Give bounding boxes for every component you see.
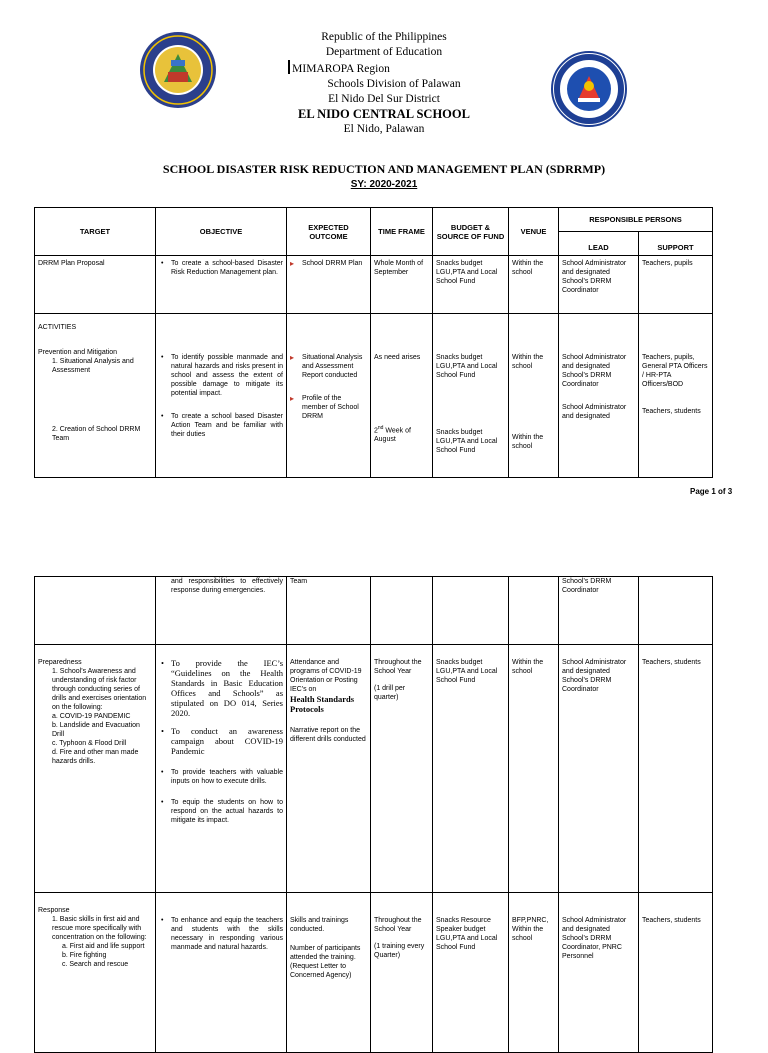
support-text: Teachers, pupils, General PTA Officers / HR-PTA Officers/BOD (642, 354, 708, 388)
time-text: Throughout the School Year (374, 917, 422, 933)
target-item-2: 2. Creation of School DRRM Team (52, 426, 141, 442)
outcome-text: Team (290, 578, 308, 585)
cell-lead (559, 314, 639, 478)
budget-text-2: Snacks budget LGU,PTA and Local School Fund (436, 429, 498, 454)
objective-text-1: • To provide the IEC’s “Guidelines on the Health Standards in Basic Education Offices and Schools” as stipulated on DO 014, Series 2020. (159, 658, 283, 718)
objective-text: • To enhance and equip the teachers and students with the skills necessary in responding various manmade and natural hazards. (159, 916, 283, 952)
table-row (35, 577, 713, 645)
table-row (35, 893, 713, 1053)
section-label: Response (38, 907, 70, 914)
cell-lead (559, 645, 639, 893)
region-line (0, 60, 768, 77)
cell-venue (509, 314, 559, 478)
outcome-text-1b: Health Standards Protocols (290, 694, 354, 714)
activities-label: ACTIVITIES (38, 324, 77, 331)
support-text: Teachers, students (642, 917, 701, 924)
time-week: Week of August (374, 427, 411, 444)
time-ordinal-suffix: nd (377, 425, 384, 431)
budget-text: Snacks budget LGU,PTA and Local School Fund (436, 659, 498, 684)
support-text: Teachers, students (642, 659, 701, 666)
objective-text: • To identify possible manmade and natural hazards and risks present in school and assess the extent of possible damage to mitigate its potential impact. (159, 353, 283, 398)
republic-line: Republic of the Philippines (321, 31, 447, 43)
region-text: MIMAROPA Region (292, 63, 390, 75)
lead-text: School Administrator and designated School’s DRRM Coordinator (562, 354, 627, 388)
cell-objective (156, 577, 287, 645)
outcome-text-2: Number of participants attended the training. (Request Letter to Concerned Agency) (290, 945, 361, 979)
col-responsible: RESPONSIBLE PERSONS (559, 208, 713, 232)
time-text-2: (1 drill per quarter) (374, 685, 406, 701)
budget-text: Snacks budget LGU,PTA and Local School Fund (436, 354, 498, 379)
time-ordinal: 2 (374, 427, 378, 435)
cell-venue: Within the school (509, 256, 559, 314)
table-row (35, 314, 713, 478)
col-venue: VENUE (509, 208, 559, 256)
time-text: Throughout the School Year (374, 659, 422, 675)
col-support: SUPPORT (639, 232, 713, 256)
col-budget: BUDGET & SOURCE OF FUND (433, 208, 509, 256)
col-outcome: EXPECTED OUTCOME (287, 208, 371, 256)
target-sub-a: a. First aid and life support (62, 943, 145, 950)
target-sub-c: c. Search and rescue (62, 961, 129, 968)
outcome-text-2: ▸ Profile of the member of School DRRM (290, 394, 367, 421)
cell-lead (559, 577, 639, 645)
cell-budget: Snacks budget LGU,PTA and Local School Fund (433, 256, 509, 314)
school-year: SY: 2020-2021 (350, 179, 418, 190)
target-item: 1. Basic skills in first aid and rescue more specifically with concentration on the following: (52, 916, 147, 941)
cell-outcome (287, 893, 371, 1053)
cell-time (371, 577, 433, 645)
objective-text-4: • To equip the students on how to respond on the actual hazards to mitigate its impact. (159, 798, 283, 825)
cell-support (639, 893, 713, 1053)
cell-outcome (287, 577, 371, 645)
cell-lead: School Administrator and designated School’s DRRM Coordinator (559, 256, 639, 314)
cell-support (639, 577, 713, 645)
target-sub-b: b. Fire fighting (62, 952, 107, 959)
cell-time (371, 893, 433, 1053)
cell-objective (156, 256, 287, 314)
cell-budget (433, 577, 509, 645)
budget-text: Snacks Resource Speaker budget LGU,PTA and Local School Fund (436, 917, 498, 951)
cell-target (35, 314, 156, 478)
outcome-text-1: Skills and trainings conducted. (290, 917, 349, 933)
cell-time (371, 314, 433, 478)
cell-time: Whole Month of September (371, 256, 433, 314)
cell-time (371, 645, 433, 893)
target-sub-b: b. Landslide and Evacuation Drill (52, 722, 140, 738)
time-text: As need arises (374, 354, 421, 361)
section-label: Prevention and Mitigation (38, 349, 117, 356)
time-text-2: (1 training every Quarter) (374, 943, 425, 959)
objective-text-2: • To conduct an awareness campaign about COVID-19 Pandemic (159, 726, 283, 756)
cell-outcome (287, 314, 371, 478)
venue-text: Within the school (512, 659, 544, 675)
target-sub-d: d. Fire and other man made hazards drills. (52, 749, 139, 765)
school-name: EL NIDO CENTRAL SCHOOL (298, 107, 470, 121)
outcome-text: ▸ School DRRM Plan (290, 259, 367, 268)
objective-text: and responsibilities to effectively response during emergencies. (171, 578, 283, 594)
cell-budget (433, 645, 509, 893)
school-location: El Nido, Palawan (343, 123, 425, 135)
outcome-text: ▸ Situational Analysis and Assessment Report conducted (290, 353, 367, 380)
cell-target (35, 577, 156, 645)
plan-table-page2 (34, 576, 713, 1053)
venue-text: Within the school (512, 354, 544, 370)
cell-objective (156, 893, 287, 1053)
support-text-2: Teachers, students (642, 408, 701, 415)
cell-venue (509, 645, 559, 893)
cell-lead (559, 893, 639, 1053)
cell-venue (509, 577, 559, 645)
cell-target: DRRM Plan Proposal (35, 256, 156, 314)
table-row (35, 645, 713, 893)
outcome-text-1: Attendance and programs of COVID-19 Orientation or Posting IEC’s on (290, 659, 362, 693)
col-lead: LEAD (559, 232, 639, 256)
cell-venue (509, 893, 559, 1053)
cell-target (35, 645, 156, 893)
lead-text: School Administrator and designated School’s DRRM Coordinator (562, 659, 627, 693)
cell-support (639, 314, 713, 478)
cell-outcome (287, 256, 371, 314)
document-header (0, 30, 768, 137)
venue-text-2: Within the school (512, 434, 544, 450)
cell-target (35, 893, 156, 1053)
deped-line: Department of Education (325, 46, 443, 58)
page-number: Page 1 of 3 (690, 487, 733, 496)
objective-text-2: • To create a school based Disaster Action Team and be familiar with their duties (159, 412, 283, 439)
cursor-bar (288, 60, 290, 74)
cell-budget (433, 893, 509, 1053)
lead-text: School’s DRRM Coordinator (562, 578, 612, 594)
outcome-text-2: Narrative report on the different drills conducted (290, 727, 366, 743)
table-row (35, 256, 713, 314)
col-time: TIME FRAME (371, 208, 433, 256)
col-target: TARGET (35, 208, 156, 256)
section-label: Preparedness (38, 659, 82, 666)
cell-budget (433, 314, 509, 478)
objective-text-3: • To provide teachers with valuable inputs on how to execute drills. (159, 768, 283, 786)
cell-objective (156, 314, 287, 478)
district-line: El Nido Del Sur District (328, 93, 440, 105)
venue-text: BFP,PNRC, Within the school (512, 917, 549, 942)
time-text-2 (374, 424, 429, 444)
cell-support: Teachers, pupils (639, 256, 713, 314)
col-objective: OBJECTIVE (156, 208, 287, 256)
target-item: 1. Situational Analysis and Assessment (52, 358, 134, 374)
target-sub-a: a. COVID-19 PANDEMIC (52, 713, 131, 720)
plan-table-page1 (34, 207, 713, 478)
lead-text-2: School Administrator and designated (562, 404, 627, 420)
target-sub-c: c. Typhoon & Flood Drill (52, 740, 127, 747)
cell-outcome (287, 645, 371, 893)
objective-text: • To create a school-based Disaster Risk Reduction Management plan. (159, 259, 283, 277)
cell-objective (156, 645, 287, 893)
lead-text: School Administrator and designated School’s DRRM Coordinator, PNRC Personnel (562, 917, 627, 960)
target-item: 1. School’s Awareness and understanding of risk factor through conducting series of drills and exercises orientation on the following: (52, 668, 147, 711)
cell-support (639, 645, 713, 893)
division-line: Schools Division of Palawan (327, 78, 461, 90)
plan-title: SCHOOL DISASTER RISK REDUCTION AND MANAGEMENT PLAN (SDRRMP) (162, 162, 606, 176)
